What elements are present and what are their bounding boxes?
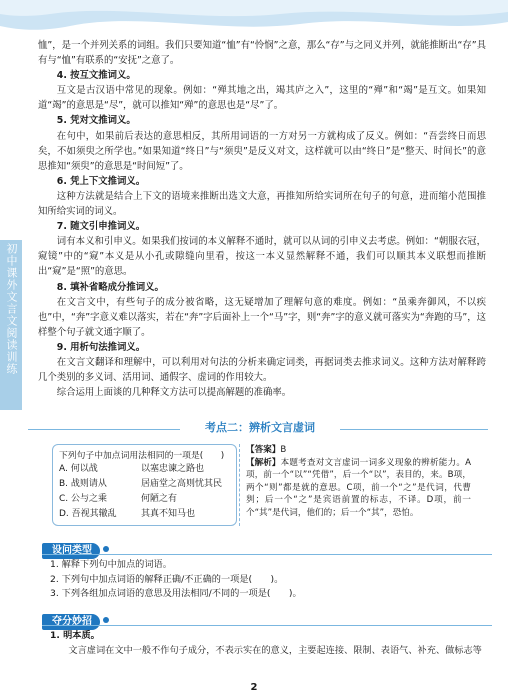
tips-content xyxy=(50,629,490,658)
question-stem: 下列句子中加点词用法相同的一项是( ) xyxy=(59,451,225,461)
answer-tag: 【答案】 xyxy=(246,445,281,455)
dot-icon xyxy=(103,617,109,623)
tips-title: 夺分妙招 xyxy=(42,614,100,630)
method-section xyxy=(38,38,486,400)
analysis-tag: 【解析】 xyxy=(246,457,281,468)
body-paragraph: 在文言文中，有些句子的成分被省略，这无疑增加了理解句意的难度。例如：“虽乘奔御风，不以疾也”中，“奔”字意义难以落实，若在“奔”字后面补上一个“马”字，则“奔”字的意义就可落实为“奔跑的马”，这样整个句子就文通字顺了。 xyxy=(38,296,486,338)
tips-divider xyxy=(42,625,492,626)
body-paragraph: 互文是古汉语中常见的现象。例如：“殚其地之出，竭其庐之入”，这里的“殚”和“竭”是互文。如果知道“竭”的意思是“尽”，就可以推知“殚”的意思也是“尽”了。 xyxy=(38,85,486,112)
option-row xyxy=(59,477,230,492)
body-paragraph: 在句中，如果前后表达的意思相反，其所用词语的一方对另一方就构成了反义。例如：“吾尝终日而思矣，不如须臾之所学也。”如果知道“终日”与“须臾”是反义对文，这样就可以由“终日”是“整天、时间长”的意思推知“须臾”的意思是“时间短”了。 xyxy=(38,130,486,172)
page-number: 2 xyxy=(250,682,258,693)
option-row xyxy=(59,462,230,477)
method-heading: 6. 凭上下文推词义。 xyxy=(56,175,146,187)
method-heading: 9. 用析句法推词义。 xyxy=(56,341,146,353)
question-types-list xyxy=(50,558,490,602)
question-types-divider xyxy=(42,554,492,555)
question-box xyxy=(52,444,237,526)
option-label: A. 何以战 xyxy=(59,464,98,474)
body-paragraph: 在文言文翻译和理解中，可以利用对句法的分析来确定词类，再据词类去推求词义。这种方法对解释跨几个类别的多义词、活用词、通假字、虚词的作用较大。 xyxy=(38,356,486,384)
option-pair: 居庙堂之高则忧其民 xyxy=(141,479,223,489)
option-pair: 其真不知马也 xyxy=(141,509,196,519)
body-paragraph: 恤”，是一个并列关系的词组。我们只要知道“恤”有“怜悯”之意，那么“存”与之同义并列，就能推断出“存”具有与“恤”有联系的“安抚”之意了。 xyxy=(38,40,486,67)
option-pair: 何陋之有 xyxy=(141,494,178,504)
side-title: 初中课外文言文阅读训练 xyxy=(5,243,18,375)
section-title xyxy=(180,420,340,436)
option-row xyxy=(59,507,230,522)
option-label: B. 战则请从 xyxy=(59,479,107,489)
tips-head: 1. 明本质。 xyxy=(50,630,100,641)
option-pair: 以塞忠谏之路也 xyxy=(141,464,205,474)
analysis-text: 本题考查对文言虚词一词多义现象的辨析能力。A项，前一个“以”“凭借”，后一个“以”，表目的，来。B项，两个“则”都是就的意思。C项，前一个“之”是代词，代曹刿；后一个“之”是宾语前置的标志，不译。D项，前一个“其”是代词，他们的；后一个“其”，恐怕。 xyxy=(246,457,471,518)
method-heading: 8. 填补省略成分推词义。 xyxy=(56,281,164,293)
method-heading: 4. 按互文推词义。 xyxy=(56,70,136,82)
option-row xyxy=(59,492,230,507)
question-type-item: 2. 下列句中加点词语的解释正确/不正确的一项是( )。 xyxy=(50,573,284,585)
question-types-header xyxy=(42,538,109,554)
answer-value: B xyxy=(280,445,287,455)
body-paragraph: 词有本义和引申义。如果我们按词的本义解释不通时，就可以从词的引申义去考虑。例如：“朝服衣冠，窥镜”中的“窥”本义是从小孔或隙缝向里看，按这一本义显然解释不通，我们可以顺其本义联想而推断出“窥”是“照”的意思。 xyxy=(38,236,486,278)
dot-icon xyxy=(103,546,109,552)
body-paragraph: 综合运用上面谈的几种释文方法可以提高解题的准确率。 xyxy=(56,387,292,399)
section-title-text: 考点二：辨析文言虚词 xyxy=(205,421,315,434)
option-label: C. 公与之乘 xyxy=(59,494,108,504)
tips-header xyxy=(42,609,109,625)
answer-box xyxy=(239,444,471,526)
question-type-item: 1. 解释下列句中加点的词语。 xyxy=(50,559,172,570)
method-heading: 7. 随文引申推词义。 xyxy=(56,221,146,233)
question-options xyxy=(59,462,230,522)
question-type-item: 3. 下列各组加点词语的意思及用法相同/不同的一项是( )。 xyxy=(50,588,302,599)
tips-text: 文言虚词在文中一般不作句子成分，不表示实在的意义，主要起连接、限制、表语气、补充、做标志等 xyxy=(68,644,482,656)
option-label: D. 吾视其辙乱 xyxy=(59,509,117,519)
body-paragraph: 这种方法就是结合上下文的语境来推断出选文大意，再推知所给实词所在句子的句意，进而缩小范围推知所给实词的词义。 xyxy=(38,190,486,218)
question-types-title: 设问类型 xyxy=(42,543,100,559)
method-heading: 5. 凭对文推词义。 xyxy=(56,115,136,127)
